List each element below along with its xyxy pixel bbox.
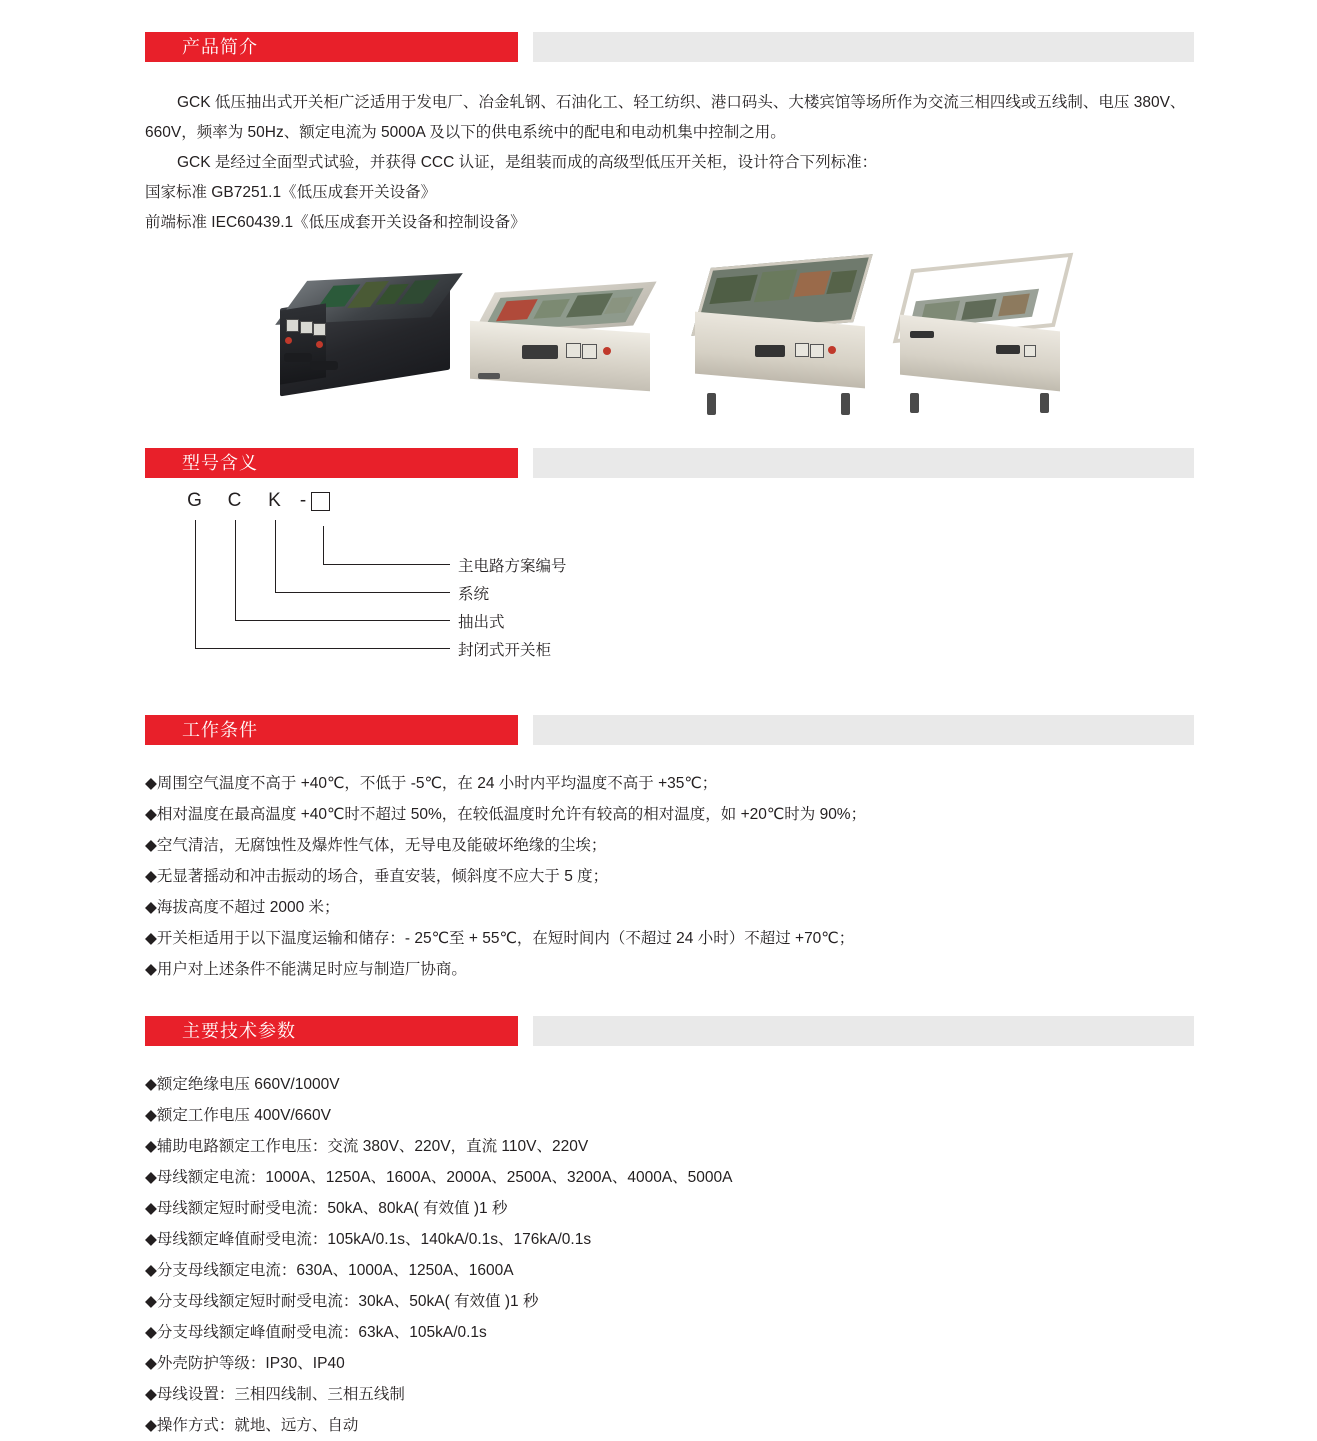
intro-paragraph-2: GCK 是经过全面型式试验，并获得 CCC 认证，是组装而成的高级型低压开关柜，设计符合下列标准：	[177, 154, 878, 171]
list-item: ◆操作方式：就地、远方、自动	[145, 1417, 359, 1434]
working-conditions-list	[145, 768, 866, 985]
intro-text-block	[145, 88, 1205, 238]
model-label-enclosed-cabinet: 封闭式开关柜	[458, 642, 552, 659]
model-code-letter-g: G	[187, 490, 203, 511]
model-code-letter-k: K	[268, 490, 282, 511]
list-item: ◆母线额定短时耐受电流：50kA、80kA( 有效值 )1 秒	[145, 1200, 508, 1217]
switchgear-unit-photo-3	[695, 261, 865, 401]
section-header-conditions	[145, 715, 1194, 745]
list-item: ◆额定绝缘电压 660V/1000V	[145, 1076, 340, 1093]
list-item: ◆分支母线额定峰值耐受电流：63kA、105kA/0.1s	[145, 1324, 487, 1341]
list-item: ◆母线设置：三相四线制、三相五线制	[145, 1386, 405, 1403]
switchgear-unit-photo-4	[900, 261, 1060, 401]
model-code-dash: -	[299, 490, 307, 511]
section-header-parameters	[145, 1016, 1194, 1046]
section-title-intro: 产品简介	[182, 37, 258, 57]
switchgear-unit-photo-2	[470, 287, 650, 397]
model-code-letter-c: C	[227, 490, 243, 511]
list-item: ◆额定工作电压 400V/660V	[145, 1107, 331, 1124]
list-item: ◆无显著摇动和冲击振动的场合，垂直安装，倾斜度不应大于 5 度；	[145, 868, 609, 885]
section-header-grey-bar	[533, 448, 1194, 478]
section-title-parameters: 主要技术参数	[182, 1021, 296, 1041]
section-header-model	[145, 448, 1194, 478]
switchgear-unit-photo-1	[280, 277, 450, 397]
list-item: ◆分支母线额定电流：630A、1000A、1250A、1600A	[145, 1262, 514, 1279]
list-item: ◆相对温度在最高温度 +40℃时不超过 50%，在较低温度时允许有较高的相对温度，如 +20℃时为 90%；	[145, 806, 867, 823]
list-item: ◆辅助电路额定工作电压：交流 380V、220V，直流 110V、220V	[145, 1138, 589, 1155]
model-code-diagram	[145, 490, 845, 680]
list-item: ◆开关柜适用于以下温度运输和储存：- 25℃至 + 55℃，在短时间内（不超过 24 小时）不超过 +70℃；	[145, 930, 855, 947]
section-title-model: 型号含义	[182, 453, 258, 473]
technical-parameters-list	[145, 1069, 732, 1441]
intro-standard-frontend: 前端标准 IEC60439.1《低压成套开关设备和控制设备》	[145, 214, 526, 231]
product-photo-strip	[270, 240, 1070, 405]
section-header-grey-bar	[533, 1016, 1194, 1046]
model-code-row	[175, 490, 330, 512]
list-item: ◆海拔高度不超过 2000 米；	[145, 899, 340, 916]
intro-standard-national: 国家标准 GB7251.1《低压成套开关设备》	[145, 184, 437, 201]
intro-paragraph-1: GCK 低压抽出式开关柜广泛适用于发电厂、冶金轧钢、石油化工、轻工纺织、港口码头、大楼宾馆等场所作为交流三相四线或五线制、电压 380V、660V，频率为 50Hz、额定电流为 5000A 及以下的供电系统中的配电和电动机集中控制之用。	[145, 94, 1186, 141]
model-code-placeholder-box	[311, 492, 330, 511]
model-label-system: 系统	[458, 586, 490, 603]
section-header-grey-bar	[533, 715, 1194, 745]
list-item: ◆外壳防护等级：IP30、IP40	[145, 1355, 345, 1372]
section-title-conditions: 工作条件	[182, 720, 258, 740]
list-item: ◆用户对上述条件不能满足时应与制造厂协商。	[145, 961, 467, 978]
section-header-intro	[145, 32, 1194, 62]
list-item: ◆母线额定峰值耐受电流：105kA/0.1s、140kA/0.1s、176kA/0.1s	[145, 1231, 592, 1248]
model-label-withdrawable: 抽出式	[458, 614, 505, 631]
model-label-circuit-scheme: 主电路方案编号	[458, 558, 567, 575]
section-header-grey-bar	[533, 32, 1194, 62]
list-item: ◆空气清洁，无腐蚀性及爆炸性气体，无导电及能破坏绝缘的尘埃；	[145, 837, 607, 854]
list-item: ◆母线额定电流：1000A、1250A、1600A、2000A、2500A、3200A、4000A、5000A	[145, 1169, 733, 1186]
list-item: ◆分支母线额定短时耐受电流：30kA、50kA( 有效值 )1 秒	[145, 1293, 539, 1310]
list-item: ◆周围空气温度不高于 +40℃，不低于 -5℃，在 24 小时内平均温度不高于 +35℃；	[145, 775, 718, 792]
